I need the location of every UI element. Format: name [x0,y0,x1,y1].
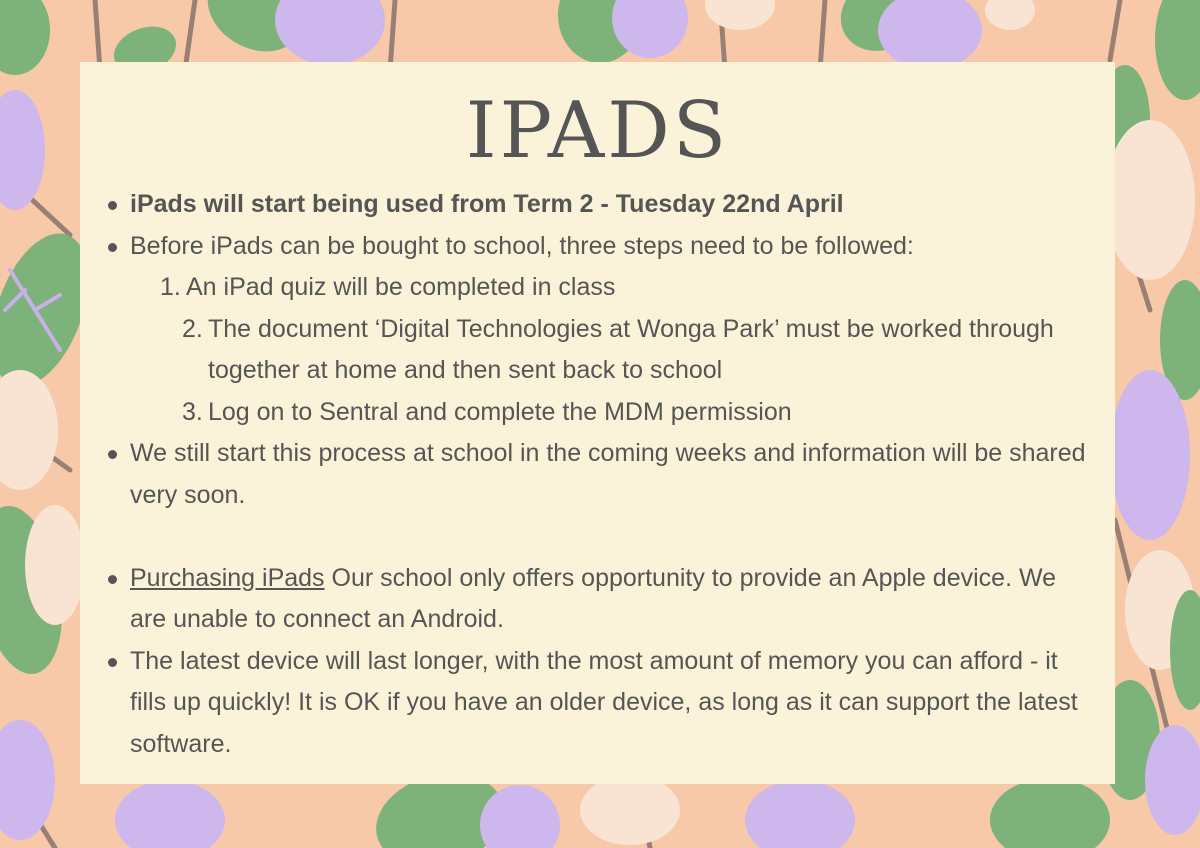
list-item [108,558,1098,641]
list-item [108,641,1098,766]
step-number: 2. [182,314,203,343]
step-number: 1. [160,273,181,301]
list-item [108,226,1098,268]
content-card [80,62,1115,784]
purchasing-ipads-link[interactable]: Purchasing iPads [130,563,325,592]
bullet-icon [108,201,117,210]
bullet-icon [108,243,117,252]
step-item [108,267,1098,309]
page-title: IPADS [465,86,730,176]
step-item [108,392,1098,434]
bullet-text: The latest device will last longer, with the most amount of memory you can afford - it fills up quickly! It is OK if you have an older device, as long as it can support the latest software. [130,646,1078,758]
step-text: Log on to Sentral and complete the MDM permission [208,397,792,426]
bullet-text: Before iPads can be bought to school, three steps need to be followed: [130,231,914,260]
step-text: The document ‘Digital Technologies at Wonga Park’ must be worked through together at home and then sent back to school [208,314,1054,384]
list-item [108,433,1098,516]
list-item [108,184,1098,226]
bullet-icon [108,450,117,459]
spacer [108,516,1098,558]
bullet-text: iPads will start being used from Term 2 - Tuesday 22nd April [130,190,844,218]
step-text: An iPad quiz will be completed in class [186,273,616,301]
bullet-text: Our school only offers opportunity to provide an Apple device. We are unable to connect an Android. [130,563,1057,633]
bullet-text: We still start this process at school in the coming weeks and information will be shared very soon. [130,439,1086,509]
content-body [108,184,1098,765]
bullet-icon [108,658,117,667]
step-item [108,309,1098,392]
bullet-icon [108,575,117,584]
step-number: 3. [182,397,203,426]
